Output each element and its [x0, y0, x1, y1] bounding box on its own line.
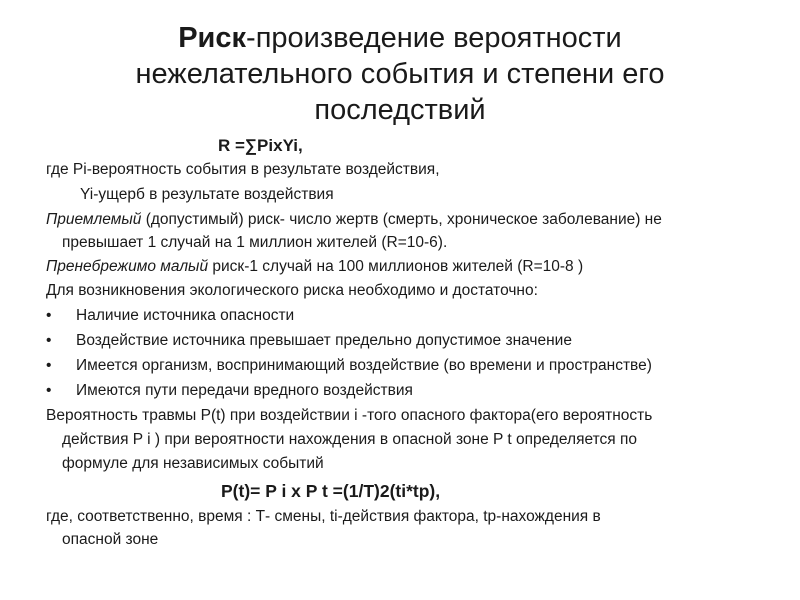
negligible-risk-text: риск-1 случай на 100 миллионов жителей (R=10-8 ): [208, 258, 584, 275]
bullet-text: Имеется организм, воспринимающий воздействие (во времени и пространстве): [76, 357, 652, 374]
title-lead-word: Риск: [178, 22, 247, 54]
bullet-item: [46, 306, 776, 326]
negligible-risk-line: [46, 257, 583, 277]
time-definition-line-2: опасной зоне: [62, 531, 159, 548]
acceptable-risk-text: (допустимый) риск- число жертв (смерть, хроническое заболевание) не: [141, 211, 662, 228]
time-definition-line-1: где, соответственно, время : Т- смены, ti-действия фактора, tp-нахождения в: [46, 508, 601, 525]
injury-probability-line-1: Вероятность травмы P(t) при воздействии i -того опасного фактора(его вероятность: [46, 407, 653, 424]
bullet-text: Наличие источника опасности: [76, 307, 295, 324]
title-line-1: [0, 20, 800, 56]
acceptable-risk-term: Приемлемый: [46, 211, 142, 228]
pi-definition: где Pi-вероятность события в результате воздействия,: [46, 161, 440, 178]
injury-formula: P(t)= P i x P t =(1/T)2(ti*tp),: [221, 481, 441, 501]
acceptable-risk-line-1: [46, 210, 662, 230]
bullet-item: [46, 356, 776, 376]
bullet-text: Имеются пути передачи вредного воздействия: [76, 382, 413, 399]
yi-definition: Yi-ущерб в результате воздействия: [80, 186, 334, 203]
bullet-text: Воздействие источника превышает предельно допустимое значение: [76, 332, 572, 349]
negligible-risk-term: Пренебрежимо малый: [46, 258, 209, 275]
bullet-icon: •: [46, 382, 52, 399]
bullet-icon: •: [46, 307, 52, 324]
bullet-icon: •: [46, 357, 52, 374]
injury-probability-line-2: действия P i ) при вероятности нахождения в опасной зоне P t определяется по: [62, 431, 637, 448]
slide-title: [0, 20, 800, 128]
injury-probability-line-3: формуле для независимых событий: [62, 455, 324, 472]
risk-formula: R =∑PixYi,: [218, 136, 303, 155]
title-line-1-rest: -произведение вероятности: [246, 22, 622, 54]
bullet-item: [46, 331, 776, 351]
title-line-3: последствий: [314, 94, 486, 126]
conditions-intro: Для возникновения экологического риска необходимо и достаточно:: [46, 282, 538, 299]
title-line-2: нежелательного события и степени его: [135, 58, 665, 90]
acceptable-risk-line-2: превышает 1 случай на 1 миллион жителей (R=10-6).: [62, 234, 448, 251]
bullet-icon: •: [46, 332, 52, 349]
bullet-item: [46, 381, 776, 401]
